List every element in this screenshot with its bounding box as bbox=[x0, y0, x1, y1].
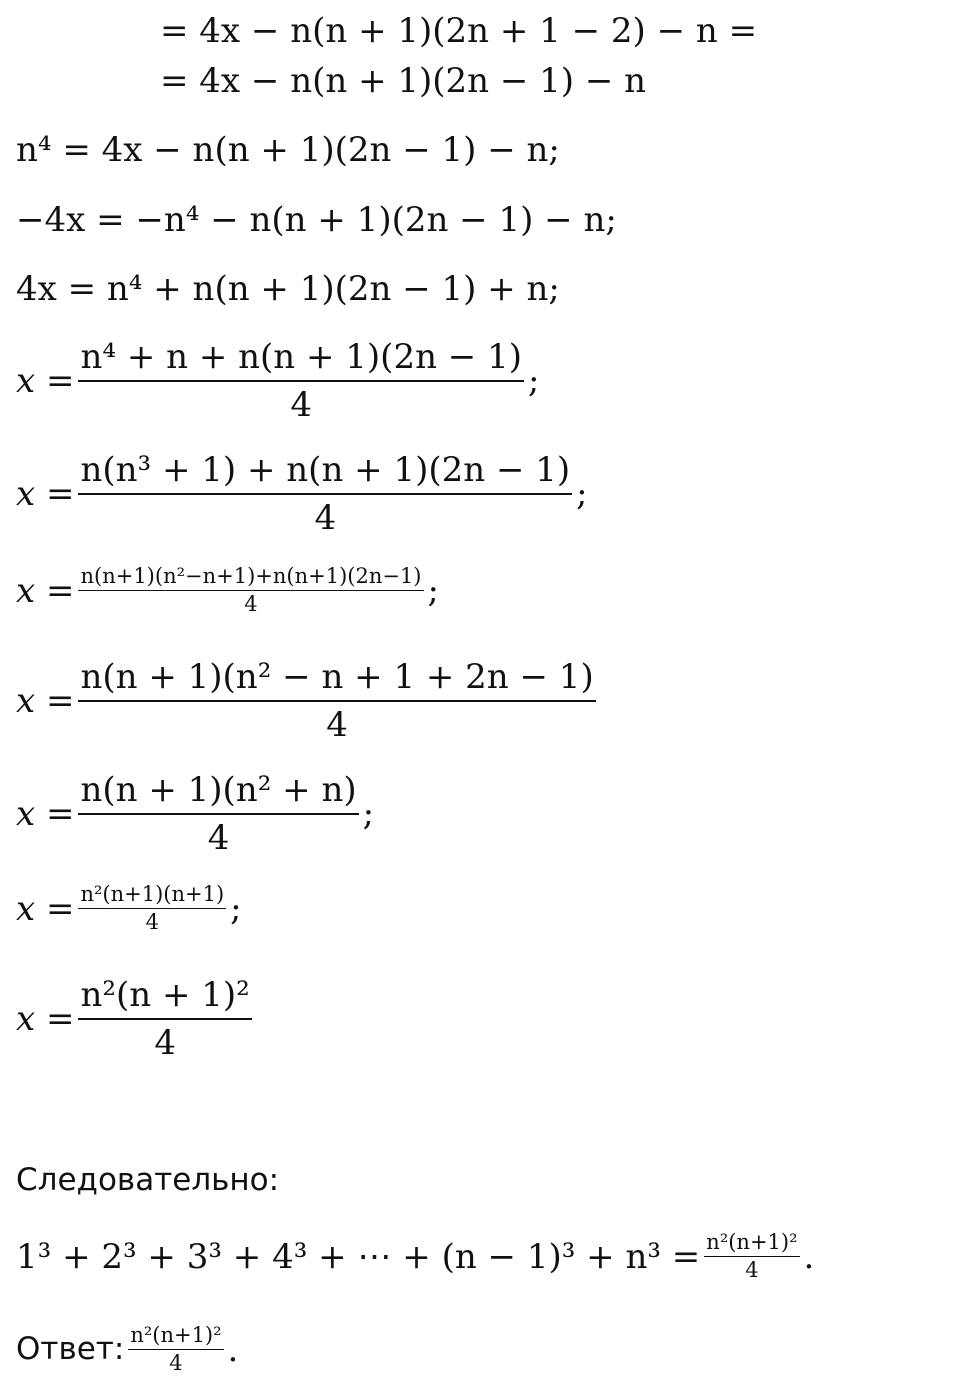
numerator: n²(n+1)(n+1) bbox=[80, 882, 225, 906]
denominator: 4 bbox=[244, 592, 258, 616]
numerator: n(n + 1)(n² − n + 1 + 2n − 1) bbox=[80, 657, 594, 697]
numerator: n²(n+1)² bbox=[130, 1323, 222, 1347]
lhs: x = bbox=[16, 474, 75, 514]
conclusion-label bbox=[16, 1162, 280, 1198]
denominator: 4 bbox=[290, 385, 313, 425]
fraction bbox=[78, 337, 524, 425]
denominator: 4 bbox=[314, 498, 337, 538]
lhs: x = bbox=[16, 681, 75, 721]
equation-text: = 4x − n(n + 1)(2n − 1) − n bbox=[160, 61, 647, 101]
lhs: x = bbox=[16, 570, 75, 611]
terminator: ; bbox=[576, 474, 588, 514]
fraction bbox=[78, 770, 358, 858]
denominator: 4 bbox=[745, 1258, 759, 1282]
equation-text: −4x = −n⁴ − n(n + 1)(2n − 1) − n; bbox=[16, 200, 617, 240]
denominator: 4 bbox=[154, 1023, 176, 1063]
fraction bbox=[78, 450, 572, 538]
fraction-equation-3 bbox=[16, 566, 439, 615]
fraction bbox=[78, 657, 595, 745]
fraction-equation-6 bbox=[16, 884, 242, 933]
denominator: 4 bbox=[326, 705, 348, 745]
fraction-equation-1 bbox=[16, 337, 540, 425]
denominator: 4 bbox=[169, 1351, 183, 1375]
fraction bbox=[128, 1325, 223, 1374]
numerator: n(n³ + 1) + n(n + 1)(2n − 1) bbox=[80, 450, 571, 490]
denominator: 4 bbox=[145, 910, 160, 934]
numerator: n(n + 1)(n² + n) bbox=[80, 770, 357, 810]
terminator: . bbox=[227, 1329, 239, 1370]
equation-line-4 bbox=[16, 200, 617, 240]
equation-line-1 bbox=[160, 11, 758, 51]
numerator: n⁴ + n + n(n + 1)(2n − 1) bbox=[80, 337, 522, 377]
terminator: ; bbox=[527, 361, 540, 401]
fraction-equation-2 bbox=[16, 450, 588, 538]
terminator: . bbox=[803, 1236, 815, 1277]
lhs: x = bbox=[16, 361, 75, 401]
numerator: n²(n + 1)² bbox=[80, 975, 250, 1015]
fraction bbox=[78, 566, 423, 615]
numerator: n²(n+1)² bbox=[706, 1230, 798, 1254]
terminator: ; bbox=[427, 570, 439, 611]
lhs: x = bbox=[16, 999, 75, 1039]
fraction-equation-5 bbox=[16, 770, 375, 858]
denominator: 4 bbox=[207, 818, 230, 858]
answer-label: Ответ: bbox=[16, 1331, 125, 1367]
sum-formula bbox=[16, 1232, 814, 1281]
fraction bbox=[78, 975, 251, 1063]
equation-text: = 4x − n(n + 1)(2n + 1 − 2) − n = bbox=[160, 11, 758, 51]
fraction-equation-4 bbox=[16, 657, 600, 745]
lhs: x = bbox=[16, 794, 75, 834]
equation-line-2 bbox=[160, 61, 647, 101]
conclusion-text: Следовательно: bbox=[16, 1162, 280, 1198]
fraction bbox=[704, 1232, 799, 1281]
equation-text: 4x = n⁴ + n(n + 1)(2n − 1) + n; bbox=[16, 269, 560, 309]
equation-text: n⁴ = 4x − n(n + 1)(2n − 1) − n; bbox=[16, 130, 560, 170]
terminator: ; bbox=[362, 794, 375, 834]
equation-line-5 bbox=[16, 269, 560, 309]
equation-line-3 bbox=[16, 130, 560, 170]
sum-lhs: 1³ + 2³ + 3³ + 4³ + ⋯ + (n − 1)³ + n³ = bbox=[16, 1236, 701, 1277]
lhs: x = bbox=[16, 888, 75, 929]
fraction-equation-7 bbox=[16, 975, 256, 1063]
terminator: ; bbox=[230, 888, 242, 929]
answer-line bbox=[16, 1325, 238, 1374]
fraction bbox=[78, 884, 226, 933]
numerator: n(n+1)(n²−n+1)+n(n+1)(2n−1) bbox=[80, 564, 422, 588]
